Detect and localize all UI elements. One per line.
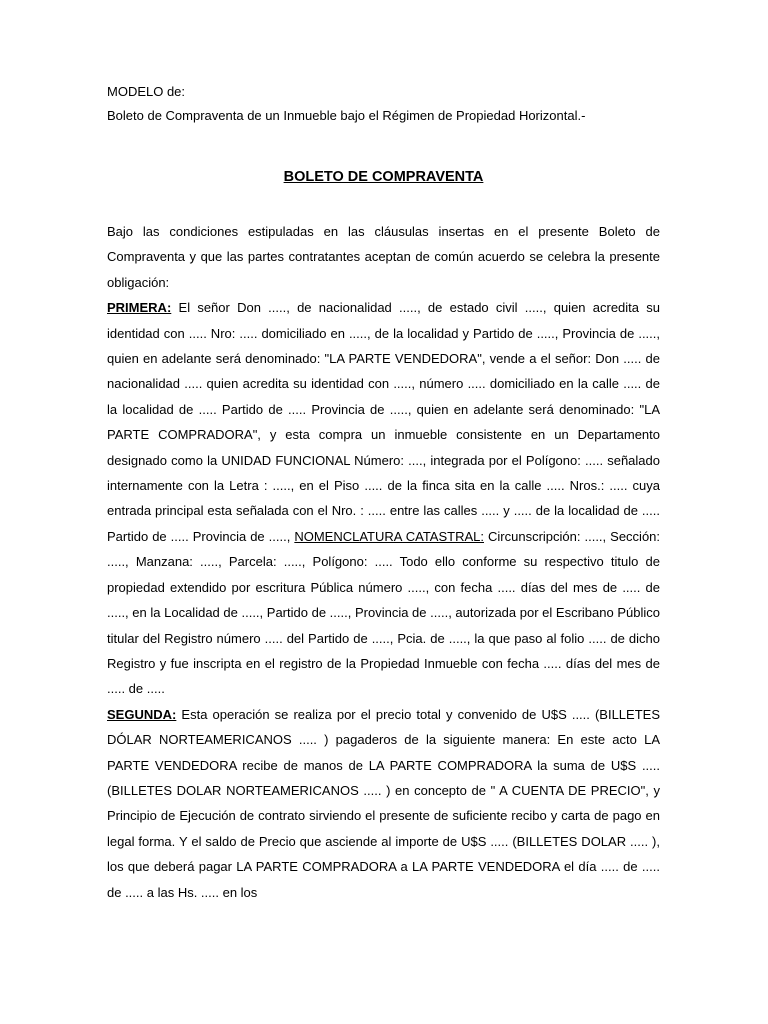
clause-primera-text-a: El señor Don ....., de nacionalidad ....., de estado civil ....., quien acredita su identidad con ..... Nro: ..... domiciliado en ....., de la localidad y Partido de ....., Provincia de ....., quien en adelante será denominado: "LA PARTE VENDEDORA", vende a el señor: Don ..... de nacionalidad ..... quien acredita su identidad con ....., número ..... domiciliado en la calle ..... de la localidad de ..... Partido de ..... Provincia de ....., quien en adelante será denominado: "LA PARTE COMPRADORA", y esta compra un inmueble consistente en un Departamento designado como la UNIDAD FUNCIONAL Número: ...., integrada por el Polígono: ..... señalado internamente con la Letra : ....., en el Piso ..... de la finca sita en la calle ..... Nros.: ..... cuya entrada principal esta señalada con el Nro. : ..... entre las calles ..... y ..... de la localidad de ..... Partido de ..... Provincia de ....., [107, 300, 660, 544]
clause-primera [107, 295, 660, 702]
document-title: BOLETO DE COMPRAVENTA [283, 169, 484, 185]
intro-paragraph: Bajo las condiciones estipuladas en las cláusulas insertas en el presente Boleto de Compraventa y que las partes contratantes aceptan de común acuerdo se celebra la presente obligación: [107, 224, 660, 290]
clause-segunda-text: Esta operación se realiza por el precio total y convenido de U$S ..... (BILLETES DÓLAR NORTEAMERICANOS ..... ) pagaderos de la siguiente manera: En este acto LA PARTE VENDEDORA recibe de manos de LA PARTE COMPRADORA la suma de U$S ..... (BILLETES DOLAR NORTEAMERICANOS ..... ) en concepto de " A CUENTA DE PRECIO", y Principio de Ejecución de contrato sirviendo el presente de suficiente recibo y carta de pago en legal forma. Y el saldo de Precio que asciende al importe de U$S ..... (BILLETES DOLAR ..... ), los que deberá pagar LA PARTE COMPRADORA a LA PARTE VENDEDORA el día ..... de ..... de ..... a las Hs. ..... en los [107, 706, 660, 900]
model-description: Boleto de Compraventa de un Inmueble bajo el Régimen de Propiedad Horizontal.- [107, 108, 586, 123]
clause-segunda [107, 702, 660, 905]
document-body [107, 219, 660, 905]
document-page [107, 80, 660, 905]
nomenclatura-catastral-label: NOMENCLATURA CATASTRAL: [294, 528, 484, 544]
clause-primera-label: PRIMERA: [107, 300, 172, 316]
clause-primera-text-b: Circunscripción: ....., Sección: ....., Manzana: ....., Parcela: ....., Polígono: ..... Todo ello conforme su respectivo titulo de propiedad extendido por escritura Pública número ....., con fecha ..... días del mes de ..... de ....., en la Localidad de ....., Partido de ....., Provincia de ....., autorizada por el Escribano Público titular del Registro número ..... del Partido de ....., Pcia. de ....., la que paso al folio ..... de dicho Registro y fue inscripta en el registro de la Propiedad Inmueble con fecha ..... días del mes de ..... de ..... [107, 528, 661, 697]
clause-segunda-label: SEGUNDA: [107, 706, 177, 722]
model-label: MODELO de: [107, 84, 186, 99]
